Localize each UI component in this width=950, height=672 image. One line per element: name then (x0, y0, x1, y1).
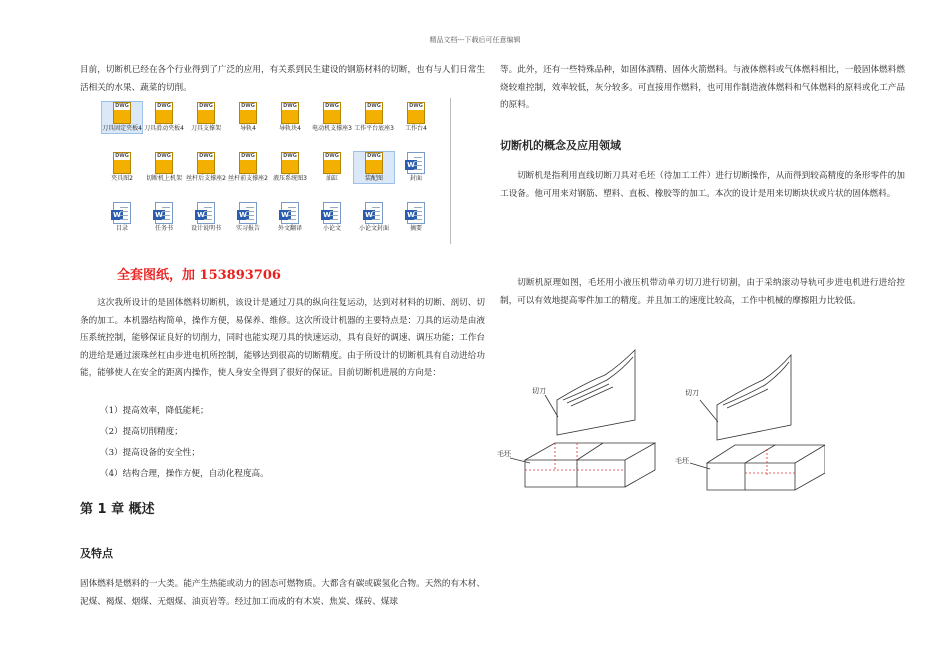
file-item[interactable] (354, 152, 394, 183)
file-label: 夹具图2 (111, 175, 133, 182)
file-item[interactable] (354, 102, 394, 133)
page-header: 精品文档---下载后可任意编辑 (429, 36, 521, 44)
word-doc-icon (407, 202, 425, 224)
dwg-file-icon: DWG (197, 102, 215, 124)
blade-label-left: 切刀 (532, 387, 546, 395)
file-label: 切断机上机架 (145, 175, 182, 182)
file-item[interactable] (396, 152, 436, 183)
file-label: 外文翻译 (277, 225, 302, 232)
file-label: 工作台4 (405, 125, 427, 132)
blank-label-left: 毛坯 (497, 450, 511, 458)
file-item[interactable] (228, 102, 268, 133)
file-item[interactable] (270, 152, 310, 183)
word-doc-icon (239, 202, 257, 224)
dwg-file-icon: DWG (281, 152, 299, 174)
blank-label-right: 毛坯 (675, 457, 689, 465)
list-item: （2）提高切削精度； (100, 427, 183, 437)
promo-text: 全套图纸，加 153893706 (117, 268, 281, 283)
file-item[interactable] (354, 202, 394, 233)
concept-paragraph: 切断机是指利用直线切断刀具对毛坯（待加工工件）进行切断操作，从而得到较高精度的条形零件的加工设备。他可用来对钢筋、塑料、直板、橡胶等的加工。本次的设计是用来切断块状或片状的固体燃料。 (500, 171, 905, 199)
file-item[interactable] (186, 202, 226, 233)
cutting-diagram (495, 345, 825, 495)
fuel-paragraph: 固体燃料是燃料的一大类。能产生热能或动力的固态可燃物质。大都含有碳或碳氢化合物。天然的有木材、泥煤、褐煤、烟煤、无烟煤、油页岩等。经过加工而成的有木炭、焦炭、煤砖、煤球 (80, 579, 485, 607)
file-item[interactable] (228, 202, 268, 233)
word-doc-icon (281, 202, 299, 224)
file-item[interactable] (186, 152, 226, 183)
file-listing (100, 98, 451, 244)
dwg-file-icon: DWG (239, 102, 257, 124)
file-label: 刀具支撑架 (190, 125, 221, 132)
file-label: 刀具滑动夹板4 (144, 125, 184, 132)
dwg-file-icon: DWG (113, 152, 131, 174)
file-label: 工作平台底座3 (354, 125, 394, 132)
dwg-file-icon: DWG (323, 152, 341, 174)
file-label: 小论文封面 (358, 225, 389, 232)
file-label: 刀具固定夹板4 (102, 125, 142, 132)
file-label: 装配图 (364, 175, 383, 182)
file-label: 油缸 (325, 175, 338, 182)
dwg-file-icon: DWG (281, 102, 299, 124)
file-label: 小论文 (322, 225, 341, 232)
file-label: 设计说明书 (190, 225, 221, 232)
word-doc-icon (113, 202, 131, 224)
file-label: 丝杆后支撑座2 (186, 175, 226, 182)
file-label: 导轨4 (240, 125, 256, 132)
section-title: 及特点 (80, 547, 113, 560)
list-item: （3）提高设备的安全性； (100, 448, 200, 458)
file-item[interactable] (144, 152, 184, 183)
file-item[interactable] (228, 152, 268, 183)
file-item[interactable] (312, 202, 352, 233)
file-item[interactable] (102, 202, 142, 233)
principle-paragraph: 切断机原理如图，毛坯用小液压机带动单刃切刀进行切割，由于采纳滚动导轨可步进电机进行进给控制，可以有效地提高零件加工的精度。并且加工的速度比较高，工作中机械的摩擦阻力比较低。 (500, 278, 905, 306)
file-label: 任务书 (154, 225, 173, 232)
dwg-file-icon: DWG (197, 152, 215, 174)
file-item[interactable] (270, 102, 310, 133)
list-item: （1）提高效率，降低能耗； (100, 406, 209, 416)
file-item[interactable] (396, 202, 436, 233)
dwg-file-icon: DWG (113, 102, 131, 124)
dwg-file-icon: DWG (365, 152, 383, 174)
design-paragraph: 这次我所设计的是固体燃料切断机，该设计是通过刀具的纵向往复运动，达到对材料的切断、剖切、切条的加工。本机器结构简单，操作方便，易保养、维修。这次所设计机器的主要特点是：刀具的运动是由液压系统控制，能够保证良好的切削力，同时也能实现刀具的快速运动，具有良好的调速、调压功能；工作台的进给是通过滚珠丝杠由步进电机所控制，能够达到很高的切断精度。由于所设计的切断机具有自动进给功能，能够使人在安全的距离内操作，使人身安全得到了很好的保证。目前切断机进展的方向是： (80, 298, 485, 378)
file-label: 摘要 (409, 225, 422, 232)
file-label: 导轨块4 (279, 125, 301, 132)
file-label: 电动机支撑座3 (312, 125, 352, 132)
dwg-file-icon: DWG (155, 152, 173, 174)
dwg-file-icon: DWG (407, 102, 425, 124)
word-doc-icon (407, 152, 425, 174)
intro-paragraph: 目前，切断机已经在各个行业得到了广泛的应用，有关系到民生建设的钢筋材料的切断，也有与人们日常生活相关的水果、蔬菜的切削。 (80, 65, 485, 93)
file-item[interactable] (312, 152, 352, 183)
dwg-file-icon: DWG (365, 102, 383, 124)
word-doc-icon (155, 202, 173, 224)
dwg-file-icon: DWG (239, 152, 257, 174)
file-item[interactable] (270, 202, 310, 233)
chapter-title: 第 1 章 概述 (80, 502, 155, 517)
file-label: 封面 (409, 175, 422, 182)
file-item[interactable] (144, 202, 184, 233)
file-item[interactable] (396, 102, 436, 133)
file-label: 目录 (115, 225, 128, 232)
word-doc-icon (197, 202, 215, 224)
word-doc-icon (323, 202, 341, 224)
list-item: （4）结构合理，操作方便，自动化程度高。 (100, 469, 269, 479)
concept-heading: 切断机的概念及应用领域 (500, 139, 621, 152)
file-label: 液压系统图3 (273, 175, 307, 182)
word-doc-icon (365, 202, 383, 224)
blade-label-right: 切刀 (685, 389, 699, 397)
file-label: 实习报告 (235, 225, 260, 232)
file-item[interactable] (102, 152, 142, 183)
file-item[interactable] (312, 102, 352, 133)
file-item[interactable] (102, 102, 142, 133)
dwg-file-icon: DWG (323, 102, 341, 124)
file-item[interactable] (144, 102, 184, 133)
file-label: 丝杆前支撑座2 (228, 175, 268, 182)
file-item[interactable] (186, 102, 226, 133)
fuel-continued-paragraph: 等。此外，还有一些特殊品种，如固体酒精、固体火箭燃料。与液体燃料或气体燃料相比，一般固体燃料燃烧较难控制，效率较低，灰分较多。可直接用作燃料，也可用作制造液体燃料和气体燃料的原料或化工产品的原料。 (500, 65, 905, 110)
dwg-file-icon: DWG (155, 102, 173, 124)
